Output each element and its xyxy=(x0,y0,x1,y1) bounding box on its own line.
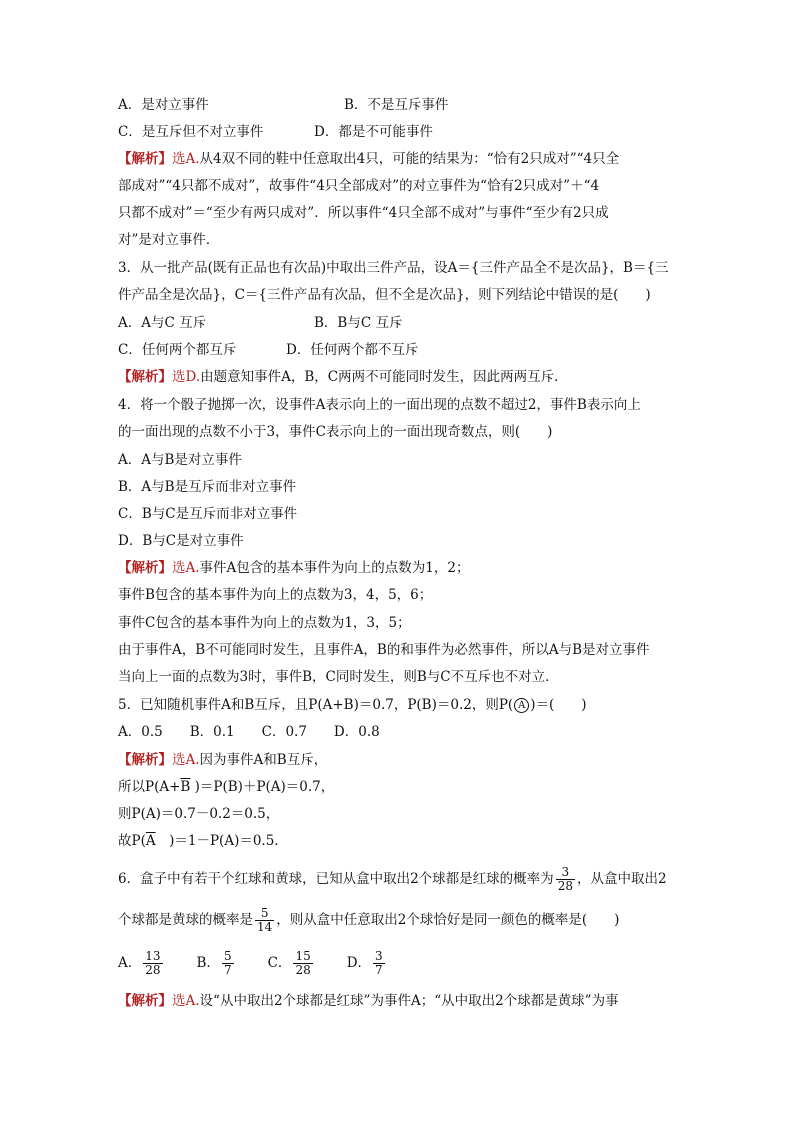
analysis-text: 设“从中取出2个球都是红球”为事件A；“从中取出2个球都是黄球”为事 xyxy=(199,993,619,1009)
fraction-denominator: 7 xyxy=(223,963,232,977)
q4-analysis-line2: 事件B包含的基本事件为向上的点数为3，4，5，6； xyxy=(118,587,433,603)
q2-analysis-line3: 只都不成对”＝“至少有两只成对”．所以事件“4只全部不成对”与事件“至少有2只成 xyxy=(118,205,609,221)
q2-option-b: B．不是互斥事件 xyxy=(344,97,449,113)
q3-options-row1 xyxy=(118,314,688,332)
q2-option-c: C．是互斥但不对立事件 xyxy=(118,124,264,140)
q4-stem-line2: 的一面出现的点数不小于3，事件C表示向上的一面出现奇数点，则( ) xyxy=(118,424,553,440)
q2-options-row1 xyxy=(118,96,688,114)
analysis-tag: 【解析】 xyxy=(118,151,172,167)
analysis-choice: 选D. xyxy=(172,369,201,385)
q2-options-row2 xyxy=(118,123,688,141)
q5-analysis xyxy=(118,751,688,769)
q6-analysis xyxy=(118,992,688,1010)
fraction-numerator: 15 xyxy=(295,949,311,963)
q4-analysis-line1 xyxy=(118,559,688,577)
analysis-text: 因为事件A和B互斥， xyxy=(199,752,328,768)
q4-option-a: A．A与B是对立事件 xyxy=(118,452,242,468)
analysis-tag: 【解析】 xyxy=(118,993,172,1009)
q6-option-c-label: C． xyxy=(267,955,292,971)
q3-option-c: C．任何两个都互斥 xyxy=(118,342,237,358)
q4-stem-line1: 4．将一个骰子抛掷一次，设事件A表示向上的一面出现的点数不超过2，事件B表示向上 xyxy=(118,397,641,413)
fraction-numerator: 5 xyxy=(223,949,232,963)
q4-analysis-line5: 当向上一面的点数为3时，事件B，C同时发生，则B与C不互斥也不对立． xyxy=(118,669,559,685)
analysis-choice: 选A. xyxy=(172,993,200,1009)
q6-options xyxy=(118,948,688,978)
q5-l3-post: )＝1－P(A)＝0.5. xyxy=(155,833,279,849)
q3-option-d: D．任何两个都不互斥 xyxy=(286,342,419,358)
analysis-text: 从4双不同的鞋中任意取出4只，可能的结果为：“恰有2只成对”“4只全 xyxy=(199,151,620,167)
analysis-tag: 【解析】 xyxy=(118,752,172,768)
analysis-tag: 【解析】 xyxy=(118,560,172,576)
q6-option-b-fraction xyxy=(222,950,234,977)
q3-options-row2 xyxy=(118,341,688,359)
b-complement-symbol: $\overline{B}$ xyxy=(180,779,191,795)
fraction-numerator: 3 xyxy=(375,949,383,963)
q6-option-b-label: B． xyxy=(196,955,220,971)
fraction-denominator: 28 xyxy=(557,879,573,893)
q5-analysis-line1 xyxy=(118,778,688,796)
fraction-denominator: 7 xyxy=(375,963,383,977)
analysis-choice: 选A. xyxy=(172,752,200,768)
fraction-denominator: 14 xyxy=(257,920,273,934)
q6-stem-l1-pre: 6．盒子中有若干个红球和黄球，已知从盒中取出2个球都是红球的概率为 xyxy=(118,871,554,887)
q6-option-c-fraction xyxy=(293,950,312,977)
q3-option-b: B．B与C 互斥 xyxy=(314,315,403,331)
q3-option-a: A．A与C 互斥 xyxy=(118,315,207,331)
q5-analysis-line2: 则P(A)＝0.7－0.2＝0.5， xyxy=(118,806,280,822)
analysis-text: 由题意知事件A，B，C两两不可能同时发生，因此两两互斥． xyxy=(200,369,568,385)
q4-option-c: C．B与C是互斥而非对立事件 xyxy=(118,506,298,522)
q6-stem-l2-pre: 个球都是黄球的概率是 xyxy=(118,912,253,928)
fraction-denominator: 28 xyxy=(145,963,161,977)
q5-analysis-line3 xyxy=(118,832,688,850)
q2-analysis-line2: 部成对”“4只都不成对”，故事件“4只全部成对”的对立事件为“恰有2只成对”＋“4 xyxy=(118,178,600,194)
q5-stem-post: )＝( ) xyxy=(530,697,587,713)
q5-stem xyxy=(118,696,688,714)
q6-stem-line1 xyxy=(118,865,688,893)
q6-option-a-label: A． xyxy=(118,955,142,971)
analysis-choice: 选A. xyxy=(172,151,200,167)
q3-stem-line2: 件产品全是次品}，C＝{三件产品有次品，但不全是次品}，则下列结论中错误的是( ) xyxy=(118,287,651,303)
q3-stem-line1: 3．从一批产品(既有正品也有次品)中取出三件产品，设A＝{三件产品全不是次品}，B＝{三 xyxy=(118,260,669,276)
fraction-yellow xyxy=(255,907,274,934)
q6-option-a-fraction xyxy=(143,950,162,977)
q4-option-d: D．B与C是对立事件 xyxy=(118,533,244,549)
q4-analysis-line3: 事件C包含的基本事件为向上的点数为1，3，5； xyxy=(118,615,411,631)
a-complement-symbol: $\overline{A}$ xyxy=(145,833,156,849)
circled-a-symbol: A xyxy=(514,698,529,713)
q2-analysis-line4: 对”是对立事件． xyxy=(118,232,220,248)
fraction-numerator: 3 xyxy=(556,866,575,880)
q5-l1-pre: 所以P(A+ xyxy=(118,779,181,795)
analysis-text: 事件A包含的基本事件为向上的点数为1，2； xyxy=(199,560,470,576)
analysis-choice: 选A. xyxy=(172,560,200,576)
q5-l1-post: )＝P(B)＋P(A)＝0.7， xyxy=(190,779,335,795)
analysis-tag: 【解析】 xyxy=(118,369,172,385)
fraction-denominator: 28 xyxy=(295,963,311,977)
fraction-red xyxy=(556,866,575,893)
q6-option-d-label: D． xyxy=(346,955,372,971)
q5-stem-pre: 5．已知随机事件A和B互斥，且P(A+B)＝0.7，P(B)＝0.2，则P( xyxy=(118,697,514,713)
q4-option-b: B．A与B是互斥而非对立事件 xyxy=(118,479,297,495)
fraction-numerator: 13 xyxy=(145,949,161,963)
q6-stem-l1-post: ，从盒中取出2 xyxy=(576,871,667,887)
q6-stem-l2-post: ，则从盒中任意取出2个球恰好是同一颜色的概率是( ) xyxy=(276,912,620,928)
q2-analysis-line1 xyxy=(118,150,688,168)
q5-l3-pre: 故P( xyxy=(118,833,146,849)
q2-option-a: A．是对立事件 xyxy=(118,97,209,113)
fraction-numerator: 5 xyxy=(255,907,274,921)
q3-analysis xyxy=(118,368,688,386)
q2-option-d: D．都是不可能事件 xyxy=(314,124,433,140)
q6-option-d-fraction xyxy=(373,950,385,977)
q5-options: A．0.5 B．0.1 C．0.7 D．0.8 xyxy=(118,724,380,740)
q4-analysis-line4: 由于事件A，B不可能同时发生，且事件A，B的和事件为必然事件，所以A与B是对立事件 xyxy=(118,642,650,658)
q6-stem-line2 xyxy=(118,906,688,934)
